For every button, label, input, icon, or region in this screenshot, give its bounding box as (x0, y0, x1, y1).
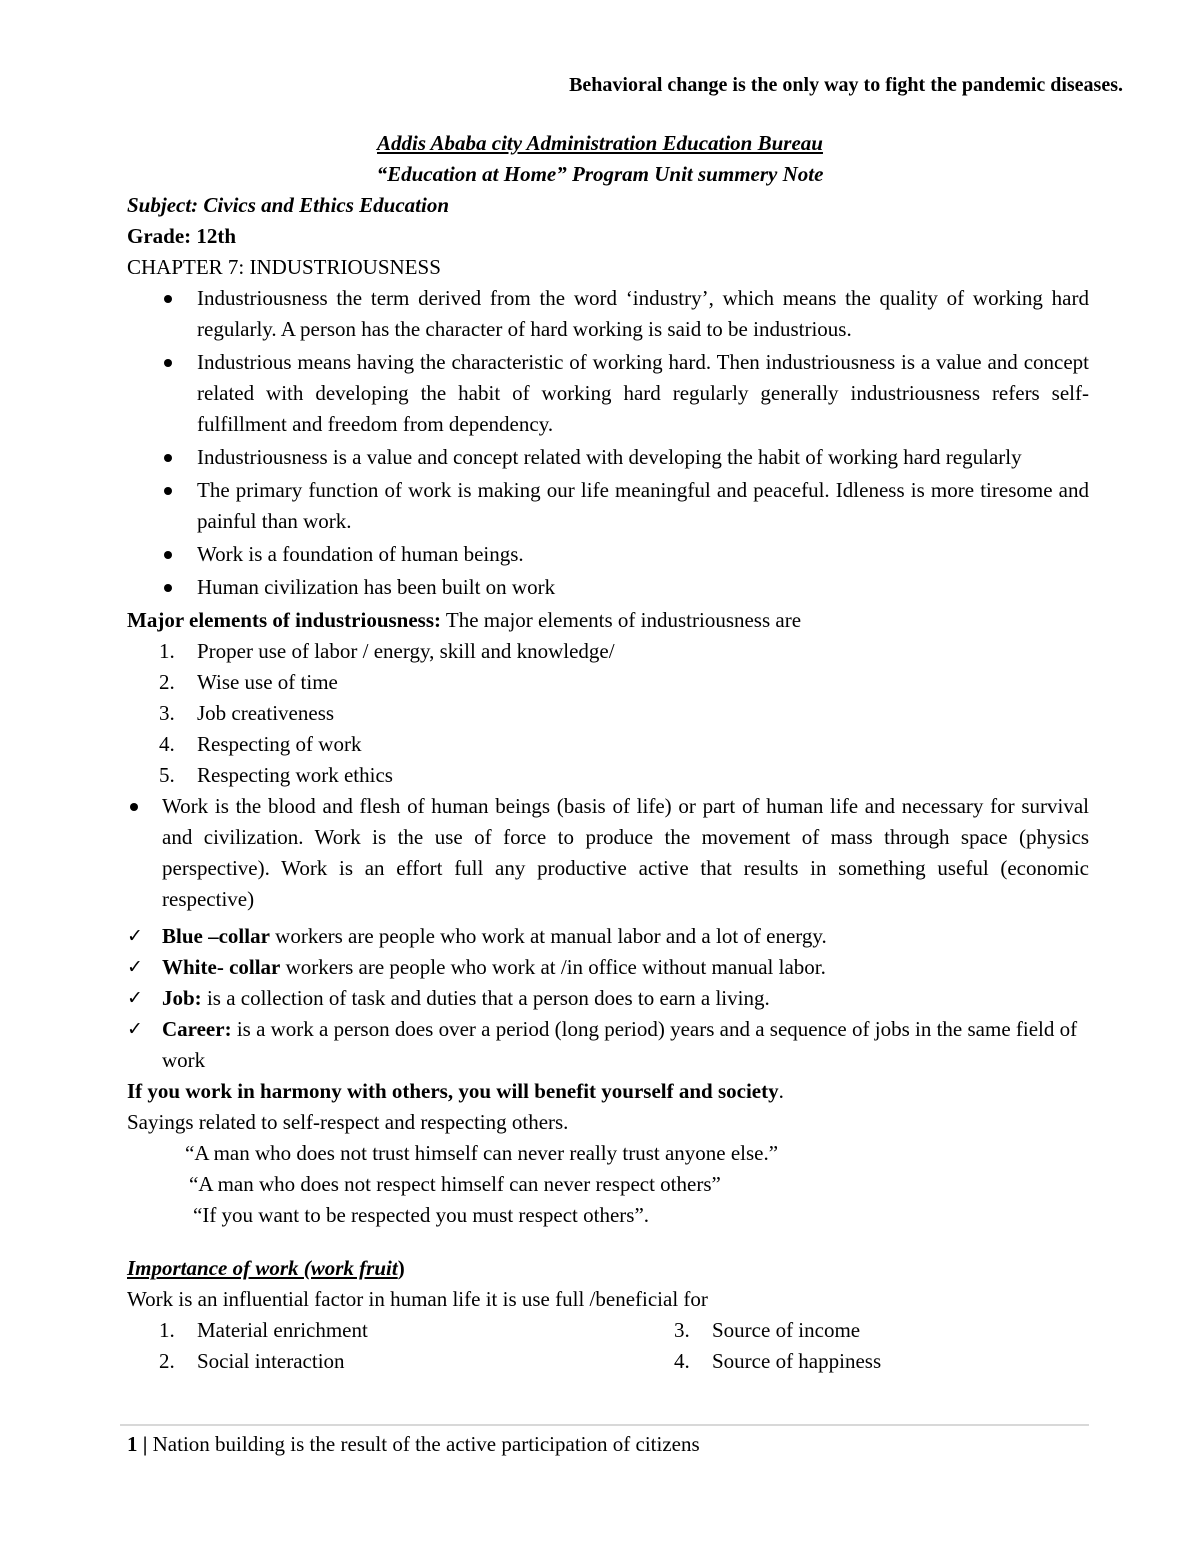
document-body (127, 190, 1089, 1377)
program-title: “Education at Home” Program Unit summery Note (376, 162, 824, 186)
checkmark-icon: ✓ (127, 925, 143, 947)
list-item: 4. Respecting of work (159, 732, 362, 756)
definition-list (127, 283, 1089, 603)
header-note: Behavioral change is the only way to fight the pandemic diseases. (569, 74, 1123, 96)
work-paragraph: Work is the blood and flesh of human beings (basis of life) or part of human life and necessary for survival and civilization. Work is the use of force to produce the movement of mass through space (physics perspective). Work is an effort full any productive active that results in something useful (economic respective) (127, 791, 1089, 915)
bullet-icon (164, 487, 172, 495)
checkmark-icon: ✓ (127, 956, 143, 978)
list-item: Human civilization has been built on work (127, 572, 1089, 603)
list-item: 3. Job creativeness (159, 701, 335, 725)
bullet-icon (164, 584, 172, 592)
page-footer (127, 1429, 700, 1460)
quote: “A man who does not respect himself can never respect others” (189, 1172, 721, 1196)
list-item: Industriousness the term derived from the word ‘industry’, which means the quality of working hard regularly. A person has the character of hard working is said to be industrious. (127, 283, 1089, 345)
quote: “If you want to be respected you must respect others”. (193, 1203, 650, 1227)
worker-types-list (127, 921, 1089, 1076)
list-item: ✓ Career: is a work a person does over a period (long period) years and a sequence of jobs in the same field of work (127, 1014, 1089, 1076)
major-elements-intro: Major elements of industriousness: The major elements of industriousness are (127, 608, 802, 632)
page-number: 1 | (127, 1432, 153, 1456)
title-block (0, 128, 1200, 190)
list-item: ✓ White- collar workers are people who work at /in office without manual labor. (127, 952, 1089, 983)
checkmark-icon: ✓ (127, 1018, 143, 1040)
bullet-icon (130, 803, 138, 811)
importance-intro: Work is an influential factor in human life it is use full /beneficial for (127, 1287, 708, 1311)
importance-list (127, 1315, 1089, 1377)
list-item: 2. Social interaction (159, 1349, 345, 1373)
list-item: ✓ Blue –collar workers are people who work at manual labor and a lot of energy. (127, 921, 1089, 952)
list-item: Industriousness is a value and concept related with developing the habit of working hard regularly (127, 442, 1089, 473)
list-item: 1. Material enrichment (159, 1318, 368, 1342)
bullet-icon (164, 551, 172, 559)
grade-line: Grade: 12th (127, 224, 237, 248)
list-item: Work is a foundation of human beings. (127, 539, 1089, 570)
footer-text: Nation building is the result of the active participation of citizens (152, 1432, 700, 1456)
list-item: 4. Source of happiness (674, 1349, 882, 1373)
list-item: ✓ Job: is a collection of task and duties that a person does to earn a living. (127, 983, 1089, 1014)
list-item: 2. Wise use of time (159, 670, 338, 694)
importance-heading: Importance of work (work fruit) (127, 1256, 405, 1280)
subject-line: Subject: Civics and Ethics Education (127, 193, 450, 217)
quote: “A man who does not trust himself can never really trust anyone else.” (185, 1141, 779, 1165)
checkmark-icon: ✓ (127, 987, 143, 1009)
harmony-statement: If you work in harmony with others, you will benefit yourself and society. (127, 1079, 784, 1103)
list-item: 5. Respecting work ethics (159, 763, 393, 787)
bullet-icon (164, 295, 172, 303)
bureau-title: Addis Ababa city Administration Education Bureau (377, 131, 823, 155)
footer-divider (120, 1424, 1089, 1426)
list-item: 1. Proper use of labor / energy, skill and knowledge/ (159, 639, 615, 663)
sayings-intro: Sayings related to self-respect and respecting others. (127, 1110, 569, 1134)
list-item: 3. Source of income (674, 1318, 861, 1342)
major-elements-list (127, 636, 1089, 791)
bullet-icon (164, 454, 172, 462)
bullet-icon (164, 359, 172, 367)
list-item: The primary function of work is making our life meaningful and peaceful. Idleness is more tiresome and painful than work. (127, 475, 1089, 537)
list-item: Industrious means having the characteristic of working hard. Then industriousness is a value and concept related with developing the habit of working hard regularly generally industriousness refers self-fulfillment and freedom from dependency. (127, 347, 1089, 440)
chapter-heading: CHAPTER 7: INDUSTRIOUSNESS (127, 255, 441, 279)
